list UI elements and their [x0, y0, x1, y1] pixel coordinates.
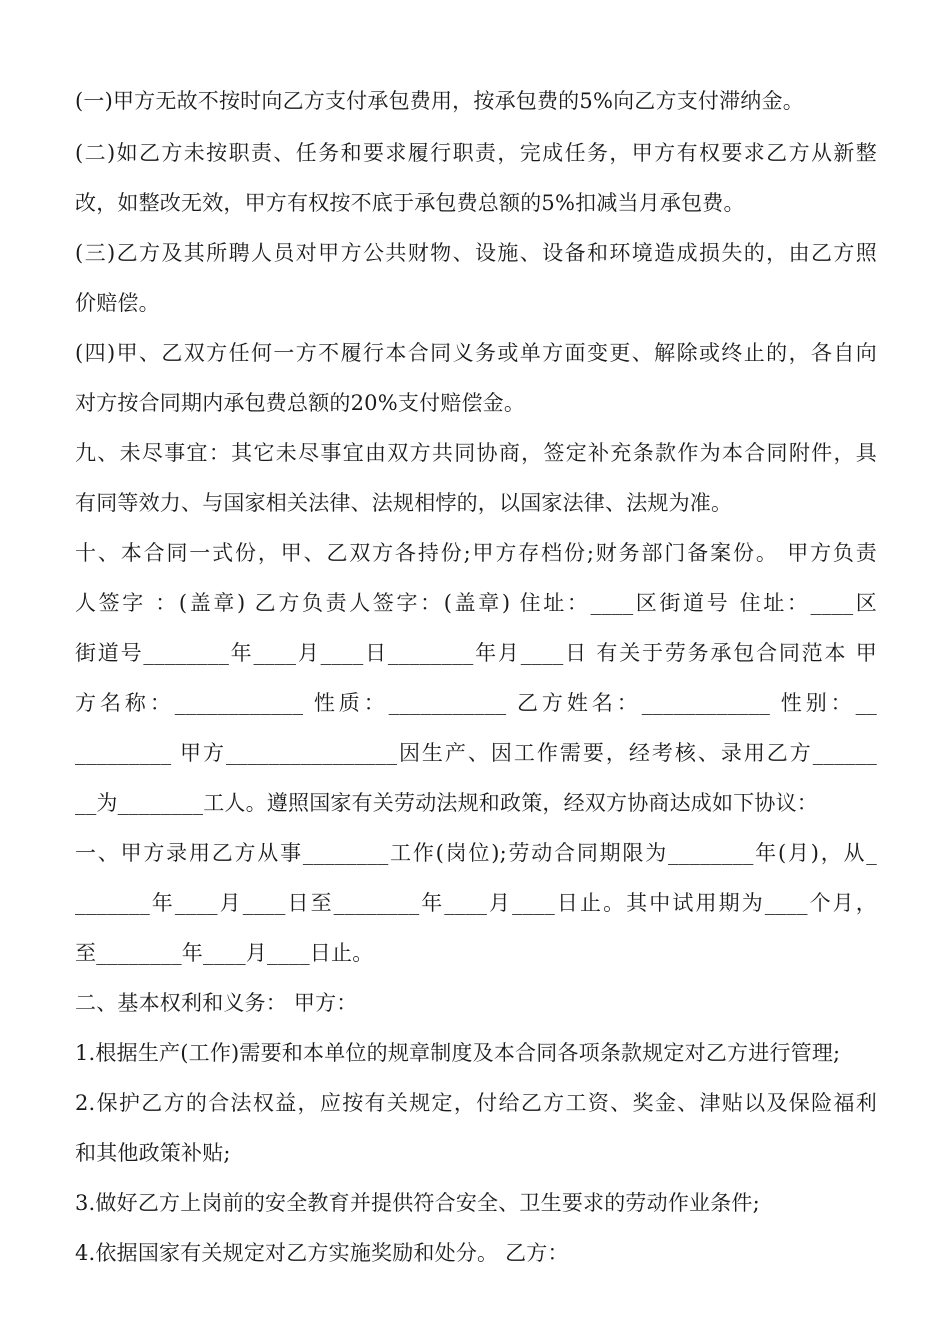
text-line: (二)如乙方未按职责、任务和要求履行职责，完成任务，甲方有权要求乙方从新整	[75, 141, 877, 165]
text-line: 九、未尽事宜：其它未尽事宜由双方共同协商，签定补充条款作为本合同附件，具	[75, 441, 877, 465]
section-heading: 二、基本权利和义务： 甲方：	[75, 991, 358, 1015]
text-line: 有同等效力、与国家相关法律、法规相悖的，以国家法律、法规为准。	[75, 491, 733, 515]
text-line: (三)乙方及其所聘人员对甲方公共财物、设施、设备和环境造成损失的，由乙方照	[75, 241, 877, 265]
text-line: 3.做好乙方上岗前的安全教育并提供符合安全、卫生要求的劳动作业条件;	[75, 1191, 760, 1215]
text-line: 4.依据国家有关规定对乙方实施奖励和处分。 乙方：	[75, 1241, 569, 1265]
text-line: _______年____月____日至________年____月____日止。其中试用期为____个月，	[75, 891, 877, 915]
text-line: 一、甲方录用乙方从事________工作(岗位);劳动合同期限为________年(月)，从_	[75, 841, 877, 865]
text-line: 方名称：____________ 性质：___________ 乙方姓名：____________ 性别：__	[75, 691, 877, 715]
text-line: 至________年____月____日止。	[75, 941, 374, 965]
text-line: (一)甲方无故不按时向乙方支付承包费用，按承包费的5%向乙方支付滞纳金。	[75, 89, 804, 113]
text-line: __为________工人。遵照国家有关劳动法规和政策，经双方协商达成如下协议：	[75, 791, 818, 815]
text-line: _________ 甲方________________因生产、因工作需要，经考核、录用乙方______	[75, 741, 877, 765]
text-line: 十、本合同一式份，甲、乙双方各持份;甲方存档份;财务部门备案份。 甲方负责	[75, 541, 877, 565]
text-line: 2.保护乙方的合法权益，应按有关规定，付给乙方工资、奖金、津贴以及保险福利	[75, 1091, 877, 1115]
text-line: 街道号________年____月____日________年月____日 有关于劳务承包合同范本 甲	[75, 641, 877, 665]
text-line: 价赔偿。	[75, 291, 160, 315]
text-line: 和其他政策补贴;	[75, 1141, 231, 1165]
text-line: 对方按合同期内承包费总额的20%支付赔偿金。	[75, 391, 526, 415]
text-line: 改，如整改无效，甲方有权按不底于承包费总额的5%扣减当月承包费。	[75, 191, 745, 215]
text-line: 1.根据生产(工作)需要和本单位的规章制度及本合同各项条款规定对乙方进行管理;	[75, 1041, 841, 1065]
text-line: 人签字 ：(盖章) 乙方负责人签字：(盖章) 住址：____区街道号 住址：____区	[75, 591, 877, 615]
text-line: (四)甲、乙双方任何一方不履行本合同义务或单方面变更、解除或终止的，各自向	[75, 341, 877, 365]
